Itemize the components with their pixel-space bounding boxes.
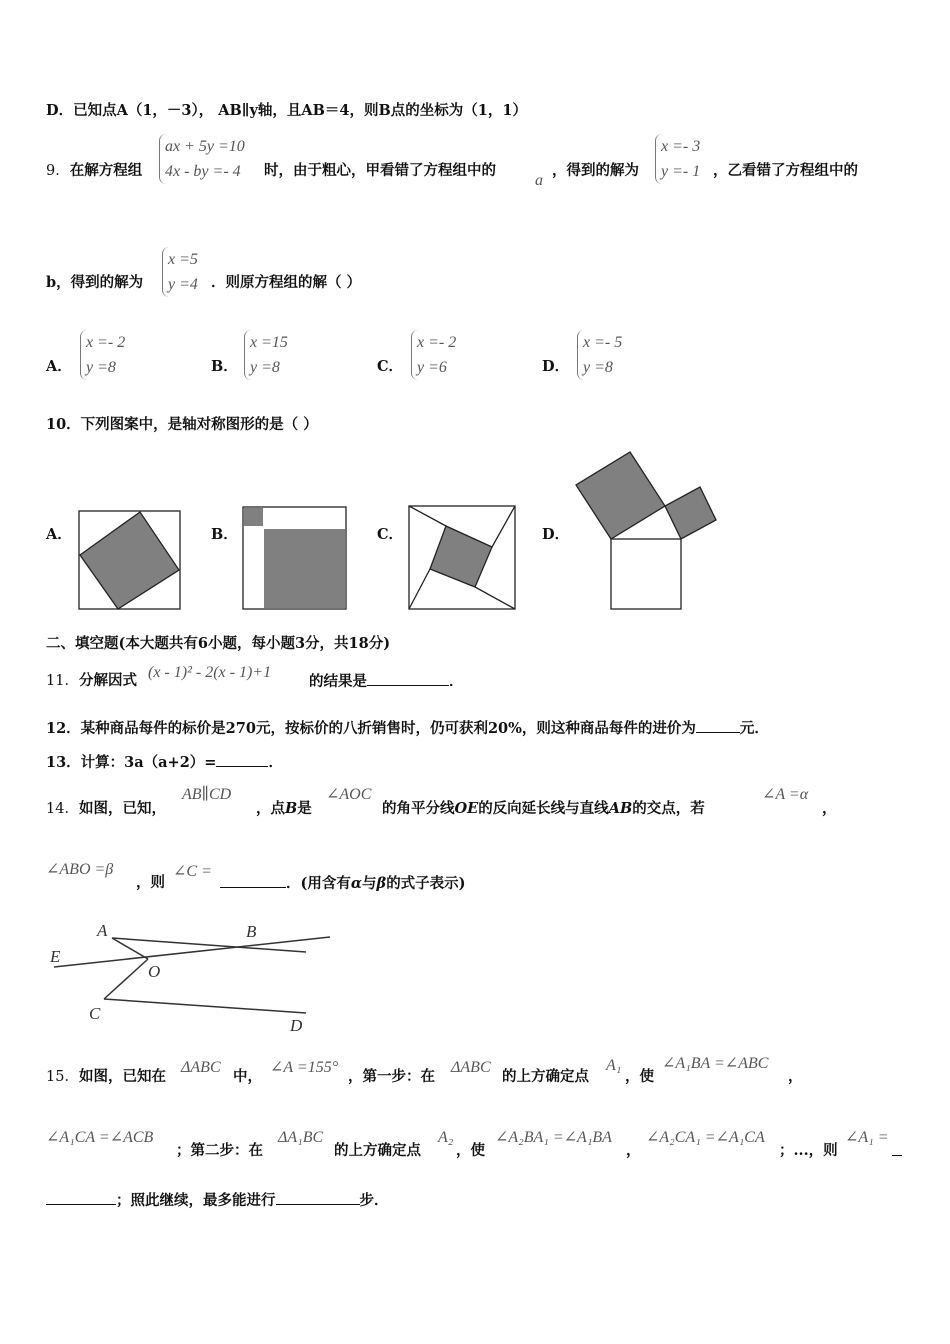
- q9-option-c-label[interactable]: C．: [377, 358, 404, 375]
- q9-line2: b，得到的解为: [46, 274, 144, 291]
- q13-answer-blank[interactable]: [216, 752, 268, 767]
- q15-text5: ，使: [625, 1068, 654, 1085]
- fig-c-inner-square: [430, 526, 492, 587]
- q11: 11．分解因式: [46, 672, 137, 689]
- q9-solution-2: x =5 y =4: [162, 247, 198, 297]
- line-cd: [104, 999, 306, 1013]
- fig-d-square-left: [576, 452, 665, 539]
- fig-b-corner-square: [244, 508, 263, 526]
- q9-solution-1: x =- 3 y =- 1: [655, 134, 700, 184]
- q14-comma: ，: [822, 800, 837, 817]
- section-2-heading: 二、填空题(本大题共有6小题，每小题3分，共18分): [46, 635, 391, 652]
- q15-triangle-abc: ΔABC: [181, 1059, 221, 1076]
- q14-angle-abo: ∠ABO =β: [46, 861, 114, 878]
- q15-text4: 的上方确定点: [502, 1068, 589, 1085]
- q11-tail: 的结果是 ．: [309, 673, 464, 690]
- q11-answer-blank[interactable]: [367, 671, 449, 686]
- q9-option-c[interactable]: x =- 2 y =6: [411, 330, 456, 380]
- q15-answer-blank-1-start[interactable]: [892, 1141, 902, 1156]
- q10-figure-c[interactable]: [408, 505, 517, 611]
- q9-equation-system: ax + 5y =10 4x - by =- 4: [159, 134, 245, 184]
- q15-text6: ，: [788, 1068, 803, 1085]
- q10-figure-a[interactable]: [78, 510, 182, 612]
- q10-figure-b[interactable]: [242, 506, 348, 611]
- q15-angle-a1ca: ∠A₁CA =∠ACB: [46, 1129, 154, 1146]
- q14-then: ，则: [136, 874, 165, 891]
- q9-option-b[interactable]: x =15 y =8: [244, 330, 288, 380]
- q12-answer-blank[interactable]: [696, 718, 740, 733]
- label-c: C: [89, 1004, 101, 1023]
- q9-text2: 时，由于粗心，甲看错了方程组中的: [264, 162, 496, 179]
- q15-point-a2: A₂: [438, 1129, 454, 1146]
- q15-answer-blank-1[interactable]: [46, 1190, 116, 1205]
- q14-answer-blank[interactable]: [220, 873, 286, 888]
- q14-tail: ．(用含有α与β的式子表示): [220, 873, 466, 894]
- q10-option-d-label[interactable]: D．: [542, 526, 570, 543]
- q9-line2-end: ．则原方程组的解（ ）: [211, 274, 362, 291]
- q10-figure-d[interactable]: [572, 450, 722, 612]
- q15-text9: ，使: [456, 1142, 485, 1159]
- q10-option-c-label[interactable]: C．: [377, 526, 404, 543]
- q15-text2: 中，: [233, 1068, 262, 1085]
- segment-ao: [112, 938, 148, 959]
- fig-d-square-bottom: [611, 539, 681, 609]
- label-a: A: [97, 921, 108, 940]
- q10-option-b-label[interactable]: B．: [211, 526, 238, 543]
- fig-a-tilted-square: [80, 512, 179, 609]
- q9-option-a-label[interactable]: A．: [46, 358, 72, 375]
- q15-text8: 的上方确定点: [334, 1142, 421, 1159]
- q15-text10: ，: [626, 1142, 641, 1159]
- q14-line1: 14．如图，已知，: [46, 800, 166, 817]
- q9-option-d-label[interactable]: D．: [542, 358, 570, 375]
- q14-angle-aoc: ∠AOC: [326, 786, 372, 803]
- label-d: D: [290, 1016, 303, 1035]
- q12: 12．某种商品每件的标价是270元，按标价的八折销售时，仍可获利20%，则这种商品每件的进价为 元．: [46, 720, 769, 737]
- q9-var-a: a: [535, 172, 543, 189]
- q15-angle-a2ca1: ∠A₂CA₁ =∠A₁CA: [646, 1129, 765, 1146]
- q14-figure: [44, 915, 336, 1040]
- q15-triangle-a1bc: ΔA₁BC: [278, 1129, 324, 1146]
- fig-b-large-square: [264, 529, 345, 608]
- q15-angle-a1: ∠A₁ =: [845, 1129, 889, 1146]
- q15-triangle-abc-2: ΔABC: [451, 1059, 491, 1076]
- q15-line1: 15．如图，已知在: [46, 1068, 166, 1085]
- q14-text2: 的角平分线OE的反向延长线与直线AB的交点，若: [382, 800, 705, 817]
- segment-oc: [104, 959, 148, 999]
- q9-text4: ，乙看错了方程组中的: [713, 162, 858, 179]
- q15-blank-start: [892, 1141, 902, 1162]
- q9-text3: ，得到的解为: [552, 162, 639, 179]
- q8-option-d: D．已知点A（1，－3）， AB∥y轴，且AB＝4，则B点的坐标为（1，1）: [46, 102, 527, 119]
- q14-angle-c: ∠C =: [173, 863, 212, 880]
- q15-text11: ；...，则: [779, 1142, 838, 1159]
- q13: 13．计算：3a（a+2）= ．: [46, 754, 283, 771]
- q15-answer-blank-2[interactable]: [276, 1190, 360, 1205]
- q11-expression: (x - 1)² - 2(x - 1)+1: [148, 664, 272, 681]
- q15-point-a1: A₁: [606, 1057, 622, 1074]
- q15-angle-a: ∠A =155°: [270, 1059, 339, 1076]
- q14-text: ，点B是: [256, 800, 312, 817]
- q10-option-a-label[interactable]: A．: [46, 526, 72, 543]
- q15-text7: ；第二步：在: [176, 1142, 263, 1159]
- q15-angle-a1ba: ∠A₁BA =∠ABC: [662, 1055, 769, 1072]
- q9-option-a[interactable]: x =- 2 y =8: [80, 330, 125, 380]
- q10-stem: 10．下列图案中，是轴对称图形的是（ ）: [46, 416, 318, 433]
- fig-d-square-right: [665, 487, 716, 539]
- q15-line3: ；照此继续，最多能进行 步．: [46, 1190, 389, 1211]
- line-eo-b: [54, 937, 330, 967]
- label-b: B: [246, 922, 257, 941]
- q15-angle-a2ba1: ∠A₂BA₁ =∠A₁BA: [495, 1129, 612, 1146]
- q9-line1: 9．在解方程组: [46, 162, 143, 179]
- q15-text3: ，第一步：在: [348, 1068, 435, 1085]
- label-o: O: [148, 962, 161, 981]
- q9-option-d[interactable]: x =- 5 y =8: [577, 330, 622, 380]
- q14-angle-a: ∠A =α: [762, 786, 809, 803]
- label-e: E: [50, 947, 61, 966]
- q14-ab-parallel-cd: AB∥CD: [182, 786, 232, 803]
- q9-option-b-label[interactable]: B．: [211, 358, 238, 375]
